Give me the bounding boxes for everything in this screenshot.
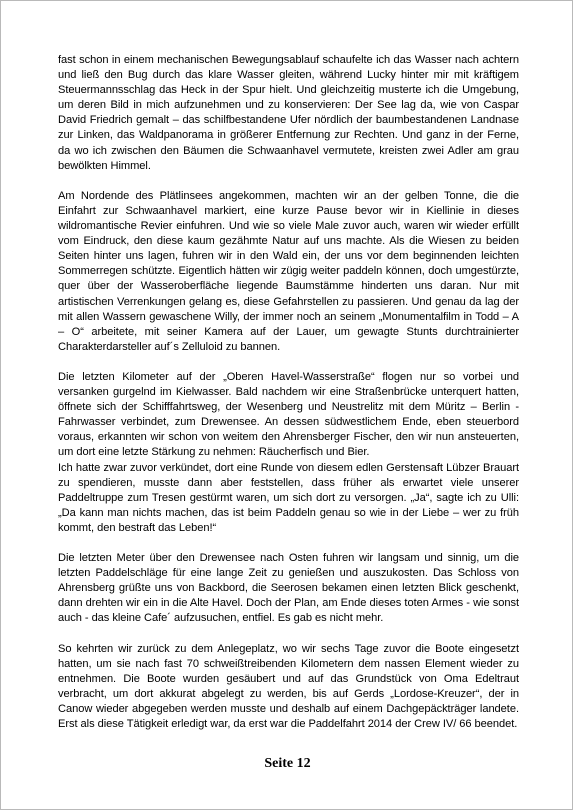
paragraph-6: So kehrten wir zurück zu dem Anlegeplatz, wo wir sechs Tage zuvor die Boote eingesetzt hatten, um sie nach fast 70 schweißtreibenden Kilometern dem nassen Element wieder zu entnehmen. Die Boote wurden gesäubert und auf das Grundstück von Oma Edeltraut verbracht, um dort akkurat abgelegt zu werden, bis auf Gerds „Lordose-Kreuzer“, der in Canow wieder abgegeben werden musste und deshalb auf einem Dachgepäckträger landete. Erst als diese Tätigkeit erledigt war, da erst war die Paddelfahrt 2014 der Crew IV/ 66 beendet.: [58, 642, 519, 731]
paragraph-1: fast schon in einem mechanischen Bewegungsablauf schaufelte ich das Wasser nach achtern und ließ den Bug durch das klare Wasser gleiten, während Lucky hinter mir mit kräftigem Steuermannsschlag das Heck in der Spur hielt. Und gleichzeitig musterte ich die Umgebung, um deren Bild in mich aufzunehmen und zu konservieren: Der See lag da, wie von Caspar David Friedrich gemalt – das schilfbestandene Ufer nördlich der baumbestandenen Landnase zur Linken, das Waldpanorama in größerer Entfernung zur Rechten. Und ganz in der Ferne, da wo ich zwischen den Bäumen die Schwaanhavel vermutete, kreisten zwei Adler am grau bewölkten Himmel.: [58, 54, 519, 172]
page-number: Seite 12: [264, 756, 311, 771]
paragraph-2: Am Nordende des Plätlinsees angekommen, machten wir an der gelben Tonne, die die Einfahrt zur Schwaanhavel markiert, eine kurze Pause bevor wir in Kiellinie in dieses wildromantische Revier einfuhren. Und wie so viele Male zuvor auch, waren wir wieder erfüllt vom Eindruck, den diese kaum gezähmte Natur auf uns machte. Als die Wiesen zu beiden Seiten hinter uns lagen, fuhren wir in den Wald ein, der uns vor dem beginnenden leichten Sommerregen schützte. Eigentlich hätten wir zügig weiter paddeln können, doch umgestürzte, quer über der Wasseroberfläche liegende Baumstämme hinderten uns daran. Nur mit artistischen Verrenkungen gelang es, diese Gefahrstellen zu passieren. Und genau da lag der mit allen Wassern gewaschene Willy, der immer noch an seinem „Monumentalfilm in Todd – A – O“ arbeitete, mit seiner Kamera auf der Lauer, um gewagte Stunts durchtrainierter Charakterdarsteller auf´s Zelluloid zu bannen.: [58, 189, 519, 353]
paragraph-5: Die letzten Meter über den Drewensee nach Osten fuhren wir langsam und sinnig, um die letzten Paddelschläge für eine lange Zeit zu genießen und auszukosten. Das Schloss von Ahrensberg grüßte uns von Backbord, die Seerosen bekamen einen letzten Blick geschenkt, dann drehten wir ein in die Alte Havel. Doch der Plan, am Ende dieses toten Armes - wie sonst auch - das kleine Cafe´ aufzusuchen, entfiel. Es gab es nicht mehr.: [58, 552, 519, 625]
document-body: [58, 53, 519, 747]
paragraph-3: Die letzten Kilometer auf der „Oberen Havel-Wasserstraße“ flogen nur so vorbei und versanken gurgelnd im Kielwasser. Bald nachdem wir eine Straßenbrücke unterquert hatten, öffnete sich der Schifffahrtsweg, der Wesenberg und Neustrelitz mit dem Müritz – Berlin - Fahrwasser verbindet, zum Drewensee. An dessen südwestlichem Ende, eben steuerbord voraus, erkannten wir schon von weitem den Ahrensberger Fischer, den wir nun ansteuerten, um dort eine letzte Stärkung zu nehmen: Räucherfisch und Bier.: [58, 370, 519, 459]
paragraph-4: Ich hatte zwar zuvor verkündet, dort eine Runde von diesem edlen Gerstensaft Lübzer Brauart zu spendieren, musste dann aber feststellen, dass früher als erwartet viele unserer Paddeltruppe zum Tresen gestürmt waren, um sich dort zu versorgen. „Ja“, sagte ich zu Ulli: „Da kann man nichts machen, das ist beim Paddeln genau so wie in der Liebe – wer zu früh kommt, den bestraft das Leben!“: [58, 461, 519, 534]
